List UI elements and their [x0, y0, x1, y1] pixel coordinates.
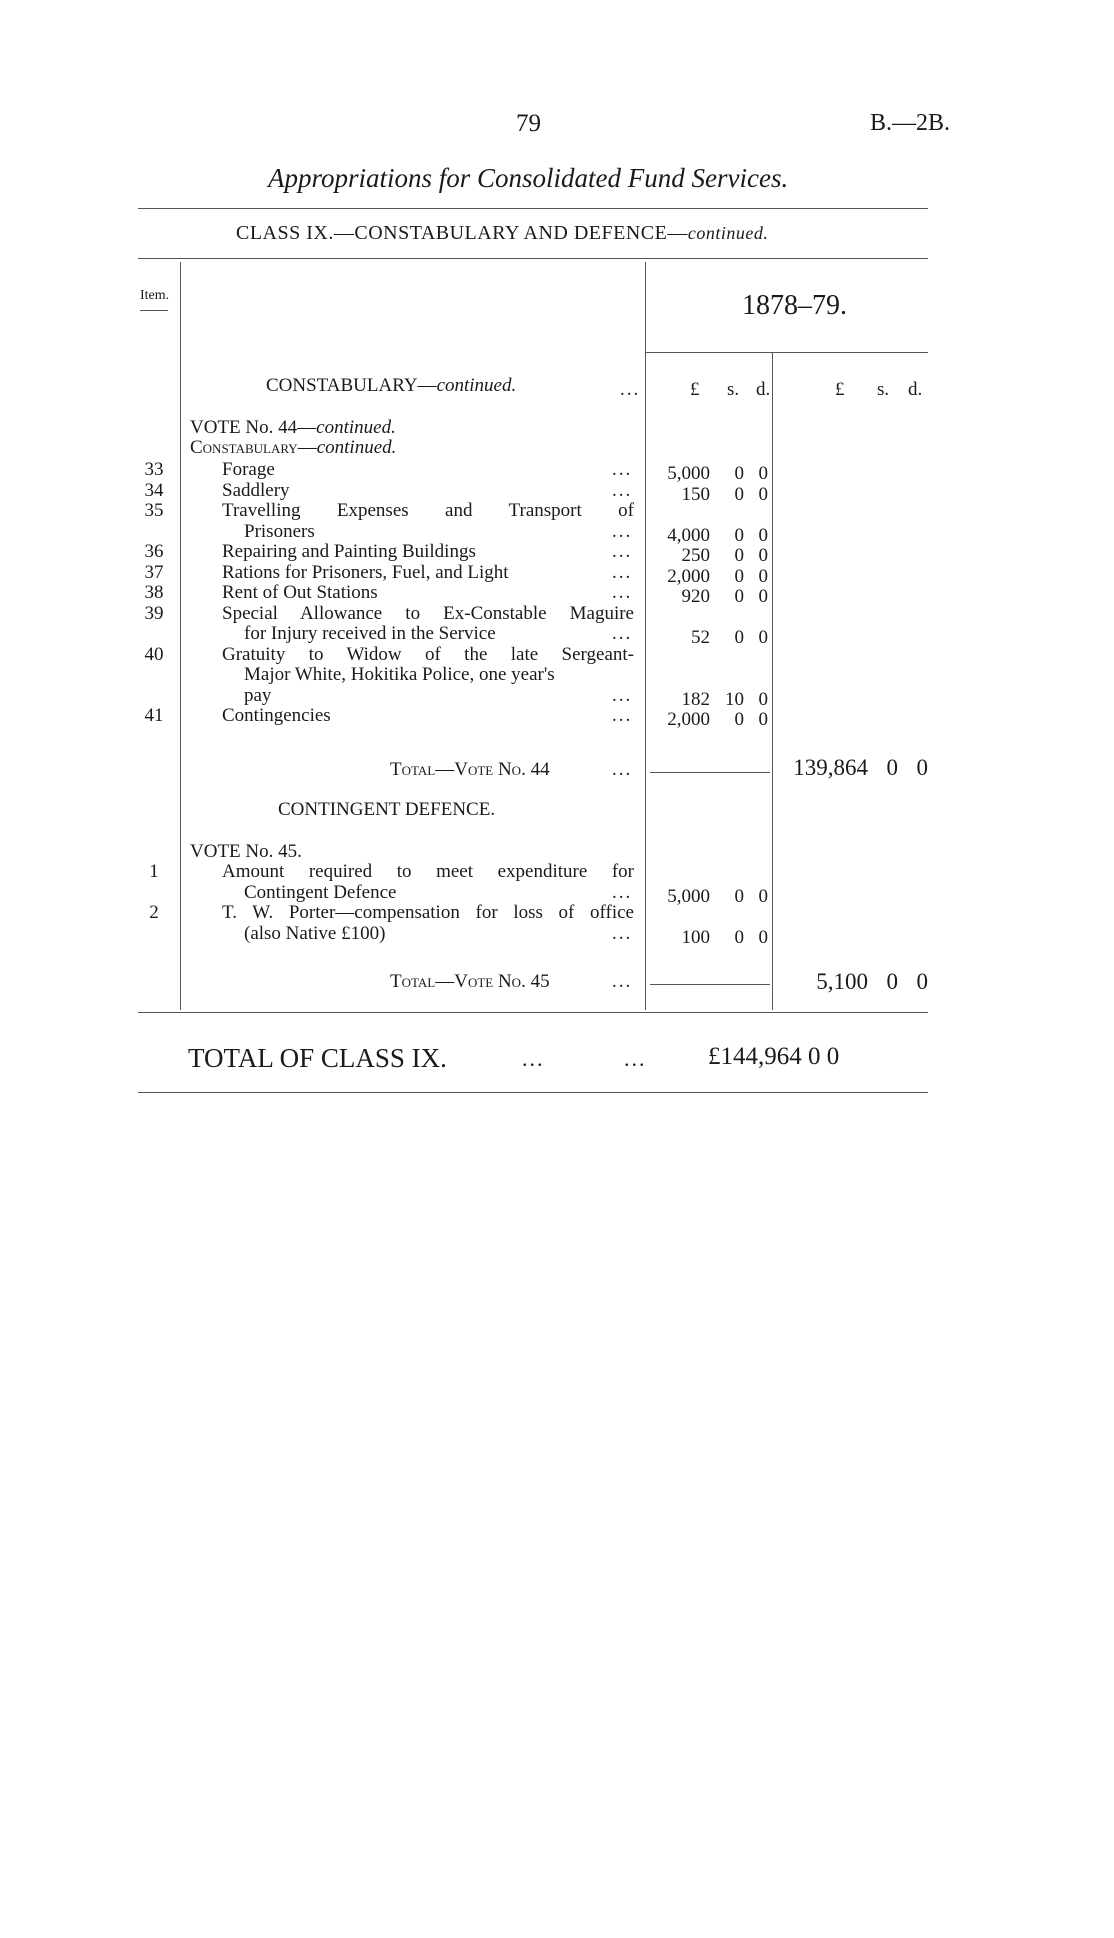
rule-page-bottom: [138, 1092, 928, 1093]
vote-44-item-shillings: 0: [734, 586, 744, 607]
shillings-header: s.: [727, 379, 740, 400]
vote-44-item-number: 33: [144, 459, 164, 480]
rule-top: [138, 208, 928, 209]
total-vote-45-pence: 0: [916, 969, 928, 994]
vote-44-item-pounds: 5,000: [667, 463, 710, 484]
document-reference: B.—2B.: [870, 110, 951, 136]
vote-45-item-shillings: 0: [734, 885, 744, 907]
pence-header: d.: [756, 379, 771, 400]
class-total-amount: £144,964 0 0: [708, 1043, 840, 1070]
vote-44-item-description: pay: [244, 684, 272, 706]
vote-44-item-pence: 0: [758, 524, 768, 546]
vote-45-item-description: (also Native £100): [244, 922, 386, 944]
vote-44-item-pence: 0: [758, 483, 768, 505]
class-total-dots-1: ...: [522, 1046, 545, 1071]
vote-45-item-pence: 0: [758, 926, 768, 948]
vote-44-item-dots: ...: [612, 479, 633, 501]
vote-44-item-shillings: 0: [734, 483, 744, 505]
vote-44-item-description: Repairing and Painting Buildings: [222, 541, 476, 562]
vote-44-item-description: Forage: [222, 459, 275, 480]
vote-44-item-pounds: 52: [691, 627, 710, 648]
total-vote-45-rule: [650, 984, 770, 985]
vote-44-item-pence: 0: [758, 627, 768, 648]
vote-44-item-pence: 0: [758, 709, 768, 730]
vote-44-item-number: 40: [144, 643, 164, 665]
vote-44-item-shillings: 10: [725, 688, 744, 710]
vote-44-item-pounds: 182: [681, 688, 710, 710]
year-underline: [645, 352, 928, 353]
vote-45-item-shillings: 0: [734, 926, 744, 948]
vote-45-item-description: Amount required to meet expenditure for: [222, 861, 634, 882]
vote-44-item-number: 41: [144, 705, 164, 726]
vote-44-subheading: Constabulary—continued.: [190, 437, 397, 458]
vote-44-item-number: 36: [144, 541, 164, 562]
vote-44-item-dots: ...: [612, 582, 633, 603]
total-vote-44-pence: 0: [916, 755, 928, 780]
total-vote-45-shillings: 0: [886, 969, 898, 994]
vote-44-item-pence: 0: [758, 688, 768, 710]
vote-44-item-dots: ...: [612, 623, 633, 644]
description-column-divider: [645, 262, 646, 1010]
total-vote-44-pounds: 139,864: [793, 755, 868, 780]
vote-44-item-dots: ...: [612, 459, 633, 480]
vote-44-item-number: 34: [144, 479, 164, 501]
vote-44-item-description: Rent of Out Stations: [222, 582, 378, 603]
page-number: 79: [516, 110, 541, 137]
vote-44-heading: VOTE No. 44—continued.: [190, 417, 396, 438]
total-vote-44-label: Total—Vote No. 44: [390, 759, 550, 780]
class-total-dots-2: ...: [624, 1046, 647, 1071]
vote-44-item-description: Gratuity to Widow of the late Sergeant-: [222, 643, 634, 665]
vote-44-item-dots: ...: [612, 561, 633, 583]
vote-44-item-pounds: 4,000: [667, 524, 710, 546]
vote-44-item-shillings: 0: [734, 565, 744, 587]
vote-44-item-dots: ...: [612, 705, 633, 726]
vote-44-item-number: 37: [144, 561, 164, 583]
vote-44-item-pounds: 2,000: [667, 565, 710, 587]
page-subtitle: Appropriations for Consolidated Fund Services.: [268, 163, 789, 193]
section-title-dots: ...: [620, 379, 641, 400]
vote-45-item-pounds: 100: [681, 926, 710, 948]
total-vote-44-rule: [650, 772, 770, 773]
vote-45-item-dots: ...: [612, 881, 633, 903]
vote-44-item-pounds: 250: [681, 545, 710, 566]
class-total-label: TOTAL OF CLASS IX.: [188, 1043, 447, 1073]
vote-44-item-pence: 0: [758, 463, 768, 484]
pounds-header: £: [690, 379, 700, 400]
vote-45-item-pence: 0: [758, 885, 768, 907]
total-vote-45-dots: ...: [612, 971, 633, 992]
vote-44-item-shillings: 0: [734, 709, 744, 730]
pence-header-total: d.: [908, 379, 923, 400]
vote-44-item-pence: 0: [758, 545, 768, 566]
item-column-header: Item.: [140, 288, 170, 303]
vote-45-heading: VOTE No. 45.: [190, 841, 302, 862]
vote-44-item-dots: ...: [612, 520, 633, 542]
vote-44-item-shillings: 0: [734, 524, 744, 546]
vote-45-item-number: 2: [149, 902, 159, 923]
item-column-divider: [180, 262, 181, 1010]
vote-44-item-pounds: 150: [681, 483, 710, 505]
vote-44-item-description: Contingencies: [222, 705, 331, 726]
vote-44-item-dots: ...: [612, 684, 633, 706]
vote-44-item-shillings: 0: [734, 627, 744, 648]
vote-44-item-number: 35: [144, 500, 164, 521]
vote-44-item-number: 39: [144, 602, 164, 624]
vote-44-item-description: Major White, Hokitika Police, one year's: [244, 664, 555, 685]
vote-44-item-description: Prisoners: [244, 520, 315, 542]
vote-45-item-dots: ...: [612, 922, 633, 944]
shillings-header-total: s.: [877, 379, 890, 400]
class-title: CLASS IX.—CONSTABULARY AND DEFENCE—continued.: [236, 222, 769, 244]
total-vote-45-label: Total—Vote No. 45: [390, 971, 550, 992]
total-vote-45-pounds: 5,100: [816, 969, 868, 994]
total-vote-44-dots: ...: [612, 759, 633, 780]
vote-44-item-pounds: 2,000: [667, 709, 710, 730]
vote-44-item-description: for Injury received in the Service: [244, 623, 496, 644]
vote-44-item-number: 38: [144, 582, 164, 603]
subtotal-column-divider: [772, 352, 773, 1010]
vote-45-item-pounds: 5,000: [667, 885, 710, 907]
vote-44-item-dots: ...: [612, 541, 633, 562]
vote-44-item-shillings: 0: [734, 545, 744, 566]
vote-44-item-pence: 0: [758, 586, 768, 607]
vote-44-item-description: Saddlery: [222, 479, 290, 501]
vote-45-item-number: 1: [149, 861, 159, 882]
vote-44-item-description: Rations for Prisoners, Fuel, and Light: [222, 561, 509, 583]
vote-44-item-pounds: 920: [681, 586, 710, 607]
vote-45-item-description: Contingent Defence: [244, 881, 397, 903]
vote-44-item-shillings: 0: [734, 463, 744, 484]
pounds-header-total: £: [835, 379, 845, 400]
rule-table-bottom: [138, 1012, 928, 1013]
item-header-underline: [140, 310, 168, 311]
rule-under-title: [138, 258, 928, 259]
total-vote-44-shillings: 0: [886, 755, 898, 780]
vote-44-item-description: Travelling Expenses and Transport of: [222, 500, 634, 521]
vote-44-item-pence: 0: [758, 565, 768, 587]
section-title-constabulary: CONSTABULARY—continued.: [266, 375, 517, 396]
year-header: 1878–79.: [742, 290, 847, 321]
vote-44-item-description: Special Allowance to Ex-Constable Maguire: [222, 602, 634, 624]
section-title-contingent-defence: CONTINGENT DEFENCE.: [278, 799, 496, 820]
vote-45-item-description: T. W. Porter—compensation for loss of office: [222, 902, 634, 923]
